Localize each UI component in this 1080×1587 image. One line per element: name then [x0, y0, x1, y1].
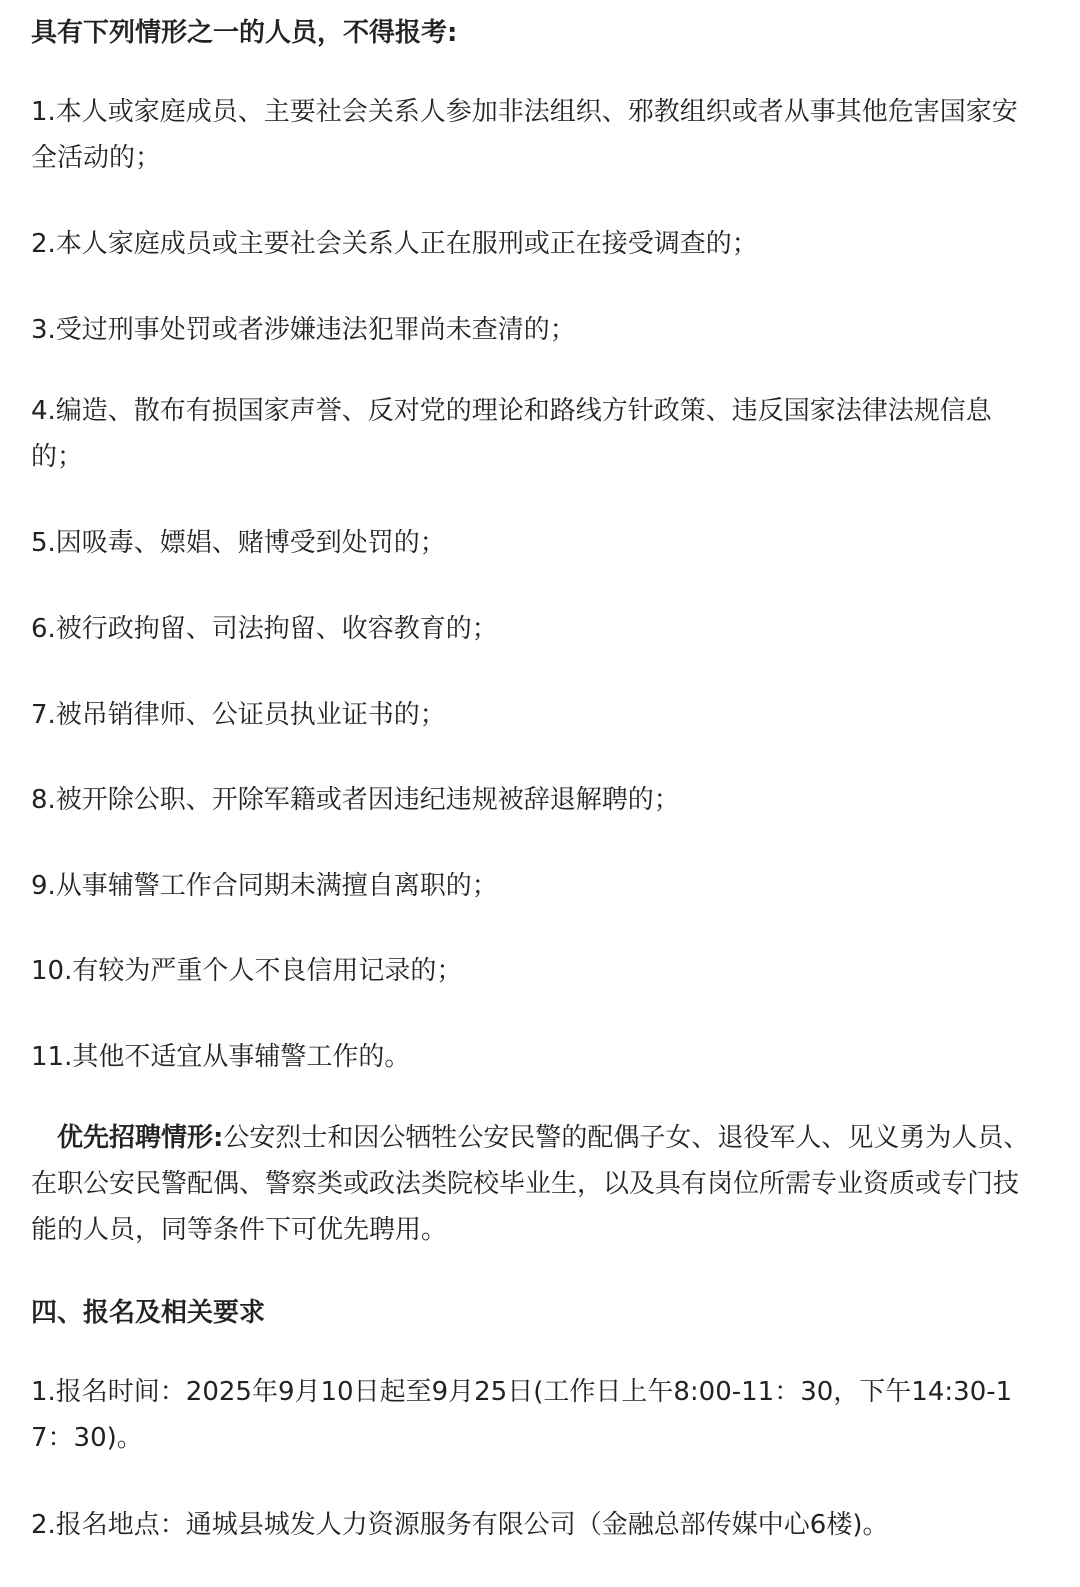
priority-paragraph — [31, 1115, 1041, 1253]
disqualify-heading: 具有下列情形之一的人员，不得报考: — [31, 18, 458, 48]
list-item-3: 3.受过刑事处罚或者涉嫌违法犯罪尚未查清的； — [31, 315, 576, 345]
list-item-2: 2.本人家庭成员或主要社会关系人正在服刑或正在接受调查的； — [31, 229, 758, 259]
list-item-8: 8.被开除公职、开除军籍或者因违纪违规被辞退解聘的； — [31, 785, 680, 815]
list-item-4: 4.编造、散布有损国家声誉、反对党的理论和路线方针政策、违反国家法律法规信息的； — [31, 396, 992, 472]
list-item-6: 6.被行政拘留、司法拘留、收容教育的； — [31, 614, 498, 644]
list-item-1: 1.本人或家庭成员、主要社会关系人参加非法组织、邪教组织或者从事其他危害国家安全活动的； — [31, 97, 1018, 173]
list-item-11: 11.其他不适宜从事辅警工作的。 — [31, 1042, 411, 1072]
priority-label: 优先招聘情形: — [57, 1123, 224, 1153]
requirement-2: 2.报名地点：通城县城发人力资源服务有限公司（金融总部传媒中心6楼)。 — [31, 1510, 889, 1540]
section-heading: 四、报名及相关要求 — [31, 1298, 266, 1328]
priority-text: 公安烈士和因公牺牲公安民警的配偶子女、退役军人、见义勇为人员、在职公安民警配偶、警察类或政法类院校毕业生，以及具有岗位所需专业资质或专门技能的人员，同等条件下可优先聘用。 — [31, 1123, 1030, 1245]
list-item-5: 5.因吸毒、嫖娼、赌博受到处罚的； — [31, 528, 446, 558]
requirement-1: 1.报名时间：2025年9月10日起至9月25日(工作日上午8:00-11：30，下午14:30-17：30)。 — [31, 1377, 1013, 1453]
list-item-7: 7.被吊销律师、公证员执业证书的； — [31, 700, 446, 730]
list-item-9: 9.从事辅警工作合同期未满擅自离职的； — [31, 871, 498, 901]
list-item-10: 10.有较为严重个人不良信用记录的； — [31, 956, 463, 986]
